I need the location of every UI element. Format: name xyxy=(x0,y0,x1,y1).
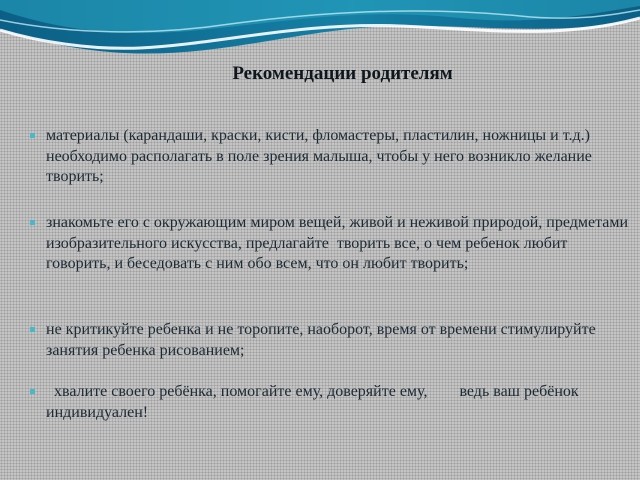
bullet-icon xyxy=(30,389,35,394)
list-item-no-criticism xyxy=(30,320,630,361)
header-wave-decoration xyxy=(0,0,640,70)
list-item-materials xyxy=(30,126,630,188)
bullet-icon xyxy=(30,327,35,332)
list-item-text: не критикуйте ребенка и не торопите, наоборот, время от времени стимулируйте занятия ребенка рисованием; xyxy=(46,321,600,359)
bullet-icon xyxy=(30,133,35,138)
slide-title: Рекомендации родителям xyxy=(232,63,453,84)
bullet-icon xyxy=(30,220,35,225)
list-item-text: знакомьте его с окружающим миром вещей, живой и неживой природой, предметами изобразительного искусства, предлагайте творить все, о чем ребенок любит говорить, и беседовать с ним обо всем, что он любит творить; xyxy=(46,214,633,272)
list-item-text: материалы (карандаши, краски, кисти, фломастеры, пластилин, ножницы и т.д.) необходимо располагать в поле зрения малыша, чтобы у него возникло желание творить; xyxy=(46,127,596,185)
list-item-world xyxy=(30,213,633,275)
list-item-praise xyxy=(30,382,630,423)
list-item-text: хвалите своего ребёнка, помогайте ему, доверяйте ему, ведь ваш ребёнок индивидуален! xyxy=(46,383,583,421)
